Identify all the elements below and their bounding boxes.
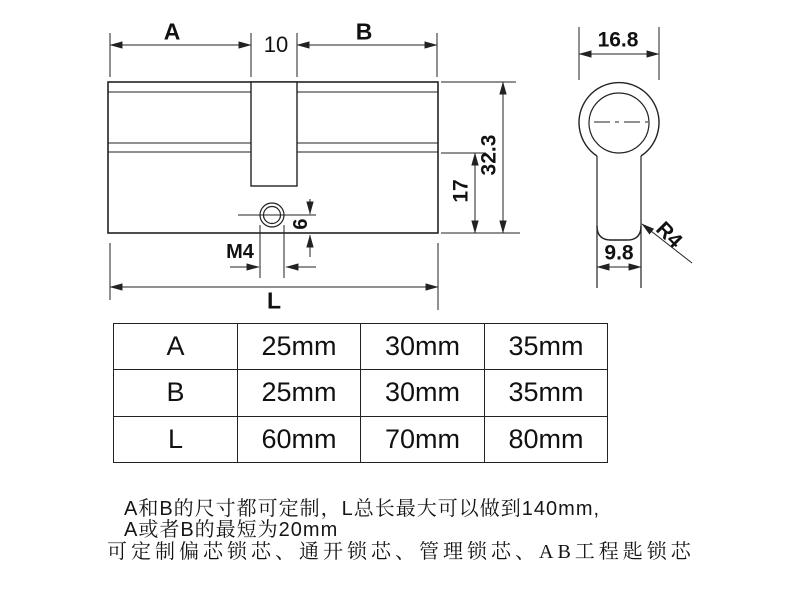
dim-label-r4: R4: [651, 217, 687, 253]
cell-a-1: 25mm: [238, 324, 361, 370]
dim-label-a: A: [163, 18, 181, 45]
table-row-b: [114, 370, 608, 416]
dim-label-17: 17: [449, 179, 473, 203]
dim-label-m4: M4: [226, 241, 254, 263]
dim-label-16-8: 16.8: [597, 28, 639, 52]
cam-block: [251, 82, 297, 186]
plug-circle: [589, 93, 649, 153]
dim-label-l: L: [266, 287, 282, 314]
cell-b-3: 35mm: [485, 370, 608, 416]
profile-head-outline: [579, 83, 659, 156]
cell-b-2: 30mm: [361, 370, 485, 416]
dim-label-6: 6: [290, 218, 312, 230]
dim-label-9-8: 9.8: [604, 241, 634, 265]
dim-label-b: B: [355, 18, 373, 45]
side-view: [579, 27, 692, 288]
row-label-a: A: [114, 324, 238, 370]
cell-l-2: 70mm: [361, 416, 485, 462]
dim-a: [110, 33, 251, 77]
dim-label-32-3: 32.3: [477, 134, 501, 176]
size-table: [113, 323, 608, 463]
note-line-2: A或者B的最短为20mm: [124, 519, 339, 541]
front-view: [108, 33, 520, 310]
dim-label-10: 10: [263, 32, 289, 57]
table-row-l: [114, 416, 608, 462]
row-label-b: B: [114, 370, 238, 416]
table-row-a: [114, 324, 608, 370]
row-label-l: L: [114, 416, 238, 462]
note-line-3: 可定制偏芯锁芯、通开锁芯、管理锁芯、AB工程匙锁芯: [107, 541, 695, 563]
profile-stem-bottom: [597, 226, 641, 240]
cell-l-1: 60mm: [238, 416, 361, 462]
note-line-1: A和B的尺寸都可定制，L总长最大可以做到140mm,: [124, 498, 601, 520]
cell-b-1: 25mm: [238, 370, 361, 416]
cell-a-3: 35mm: [485, 324, 608, 370]
cell-l-3: 80mm: [485, 416, 608, 462]
cell-a-2: 30mm: [361, 324, 485, 370]
